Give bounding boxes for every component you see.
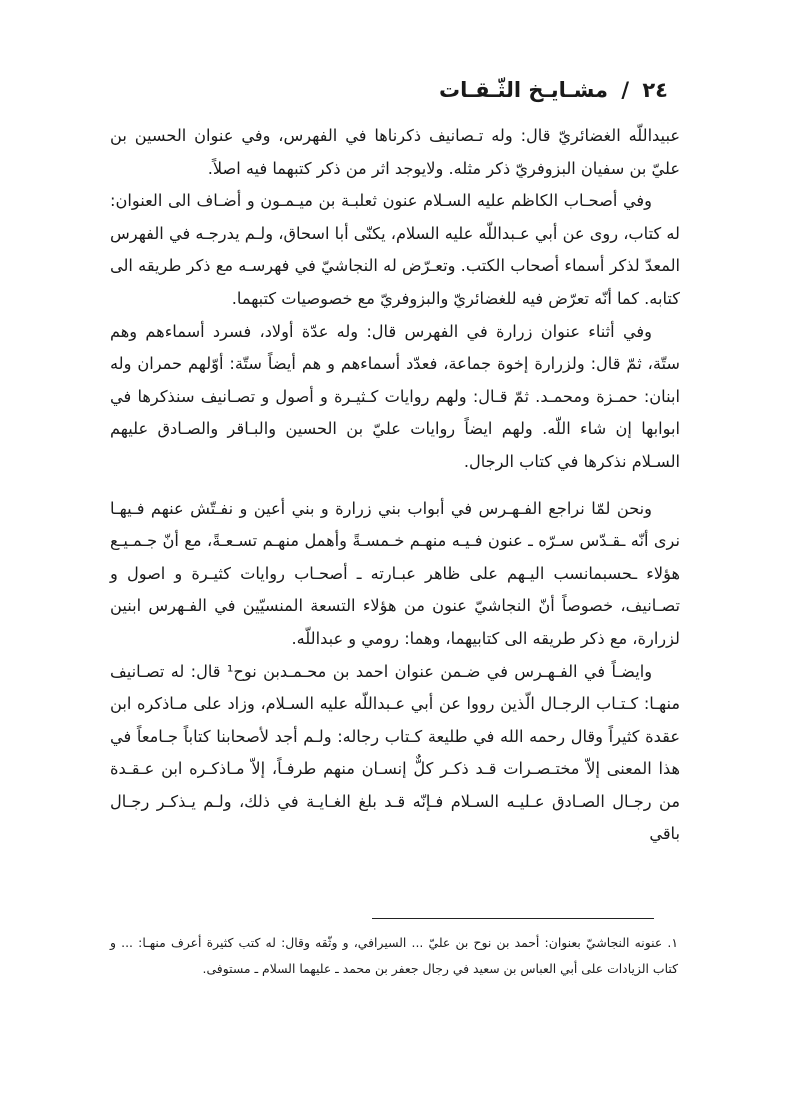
footnote-1: ١. عنونه النجاشيّ بعنوان: أحمد بن نوح بن عليّ ... السيرافي، و وثّقه وقال: له كتب كثيرة أعرف منهـا: ... و كتاب الزيادات على أبي العباس بن سعيد في رجال جعفر بن محمد ـ عليهما السلام ـ مستوفى. — [110, 935, 678, 976]
paragraph-5: وايضـاً في الفـهـرس في ضـمن عنوان احمد بن محـمـدبن نوح¹ قال: له تصـانيف منهـا: كـتـاب الرجـال الّذين رووا عن أبي عـبداللّه عليه السـلام، وزاد على مـاذكره ابن عقدة كثيراً وقال رحمه الله في طليعة كـتاب رجاله: ولـم أجد لأصحابنا كتاباً جـامعاً في هذا المعنى إلاّ مختـصـرات قـد ذكـر كلٌّ إنسـان منهم طرفـاً، إلاّ مـاذكـره ابن عـقـدة من رجـال الصـادق عـليـه السـلام فـإنّه قـد بلغ الغـايـة في ذلك، ولـم يـذكـر رجـال باقي — [110, 661, 680, 844]
footnote — [110, 930, 678, 981]
paragraph-3: وفي أثناء عنوان زرارة في الفهرس قال: وله عدّة أولاد، فسرد أسماءهم وهم ستّة، ثمّ قال: ولزرارة إخوة جماعة، فعدّد أسماءهم و هم أيضاً ستّة: أوّلهم حمران وله ابنان: حمـزة ومحمـد. ثمّ قـال: ولهم روايات كـثيـرة و أصول و تصـانيف سنذكرها في ابوابها إن شاء اللّه. ولهم ايضاً روايات عليّ بن الحسين والبـاقر والصـادق عليهم السـلام نذكرها في كتاب الرجال. — [110, 321, 680, 471]
running-header — [439, 78, 668, 102]
page-number: ٢٤ — [642, 78, 668, 102]
paragraph-4: ونحن لمّا نراجع الفـهـرس في أبواب بني زرارة و بني أعين و نفـتّش عنهم فـيهـا نرى أنّه ـقـدّس سـرّه ـ عنون فـيـه منهـم خـمسـةً وأهمل منهـم تسـعـةً، مع أنّ جـمـيـع هؤلاء ـحسبمانسب اليـهم على ظاهر عبـارته ـ أصحـاب روايات كثيـرة و اصول و تصـانيف، خصوصاً أنّ النجاشيّ عنون من هؤلاء التسعة المنسيّين في الفـهرس ابنين لزرارة، مع ذكر طريقه الى كتابيهما، وهما: رومي و عبداللّه. — [110, 498, 680, 648]
book-title: مشـايـخ الثّـقـات — [439, 78, 609, 102]
header-separator: / — [621, 78, 630, 102]
paragraph-1: عبيداللّه الغضائريّ قال: وله تـصانيف ذكرناها في الفهرس، وفي عنوان الحسين بن عليّ بن سفيان البزوفريّ ذكر مثله. ولايوجد اثر من ذكر كتبهما فيه اصلاً. — [110, 126, 680, 178]
paragraph-2: وفي أصحـاب الكاظم عليه السـلام عنون ثعلبـة بن ميـمـون و أضـاف الى العنوان: له كتاب، روى عن أبي عـبداللّه عليه السلام، يكنّى أبا اسحاق، ولـم يدرجـه في الفهرس المعدّ لذكر أسماء أصحاب الكتب. وتعـرّض له النجاشيّ في فهرسـه مع ذكر طريقه الى كتابه. كما أنّه تعرّض فيه للغضائريّ والبزوفريّ مع خصوصيات كتبهما. — [110, 191, 680, 308]
main-text — [110, 120, 680, 851]
footnote-separator — [372, 918, 654, 919]
